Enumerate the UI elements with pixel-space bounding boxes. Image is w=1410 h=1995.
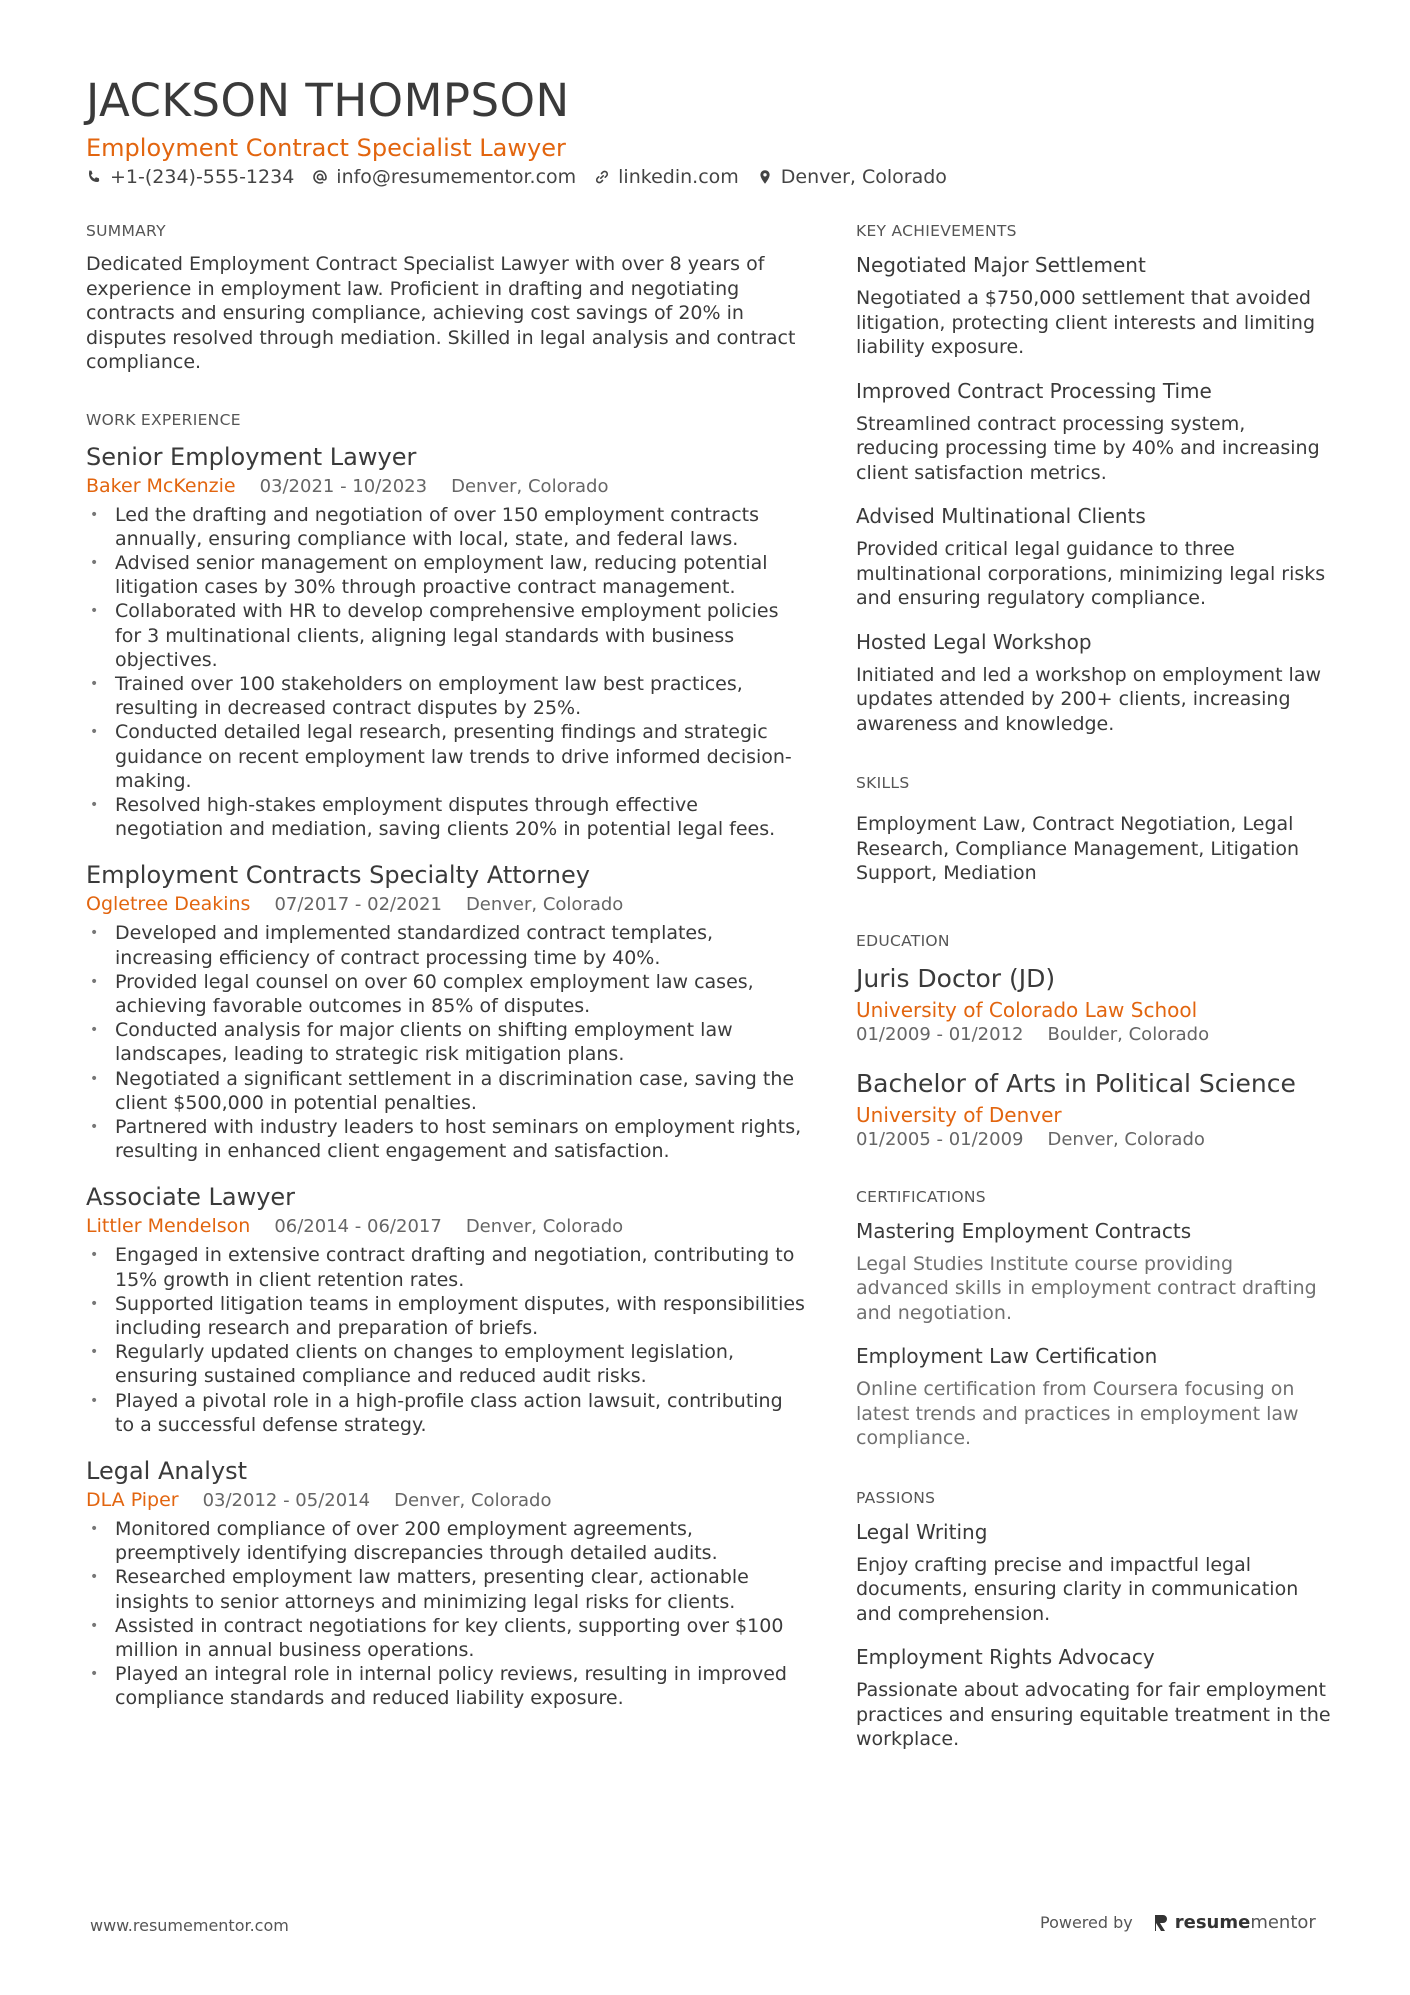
achievements-section <box>856 222 1331 736</box>
list-item: • Negotiated a significant settlement in a discrimination case, saving the client $500,000 in potential penalties. <box>86 1067 806 1115</box>
company-name: Baker McKenzie <box>86 474 236 497</box>
candidate-title: Employment Contract Specialist Lawyer <box>86 134 566 162</box>
list-item: • Provided legal counsel on over 60 complex employment law cases, achieving favorable outcomes in 85% of disputes. <box>86 970 806 1018</box>
job-bullets <box>86 503 806 842</box>
powered-by-text: Powered by <box>1040 1913 1133 1932</box>
certifications-section <box>856 1188 1331 1451</box>
right-column <box>856 222 1331 1790</box>
contact-bar <box>86 166 947 188</box>
job-location: Denver, Colorado <box>465 1216 624 1238</box>
link-icon <box>594 169 610 185</box>
job-entry <box>86 1455 806 1711</box>
job-dates: 07/2017 - 02/2021 <box>274 894 442 916</box>
passion-title: Legal Writing <box>856 1519 988 1544</box>
achievement-title: Improved Contract Processing Time <box>856 378 1212 403</box>
section-heading: EDUCATION <box>856 931 950 950</box>
contact-phone[interactable] <box>86 166 294 188</box>
phone-text: +1-(234)-555-1234 <box>110 166 295 188</box>
achievement-desc: Provided critical legal guidance to three multinational corporations, minimizing legal risks and ensuring regulatory compliance. <box>856 538 1326 609</box>
job-title: Senior Employment Lawyer <box>86 442 417 471</box>
section-heading: WORK EXPERIENCE <box>86 410 241 429</box>
list-item: • Researched employment law matters, presenting clear, actionable insights to senior attorneys and minimizing legal risks for clients. <box>86 1565 806 1613</box>
location-pin-icon <box>757 169 773 185</box>
achievement-item <box>856 378 1331 486</box>
achievement-item <box>856 503 1331 611</box>
achievement-desc: Streamlined contract processing system, reducing processing time by 40% and increasing client satisfaction metrics. <box>856 412 1320 484</box>
contact-location <box>757 166 947 188</box>
experience-section <box>86 411 806 1711</box>
section-heading: SKILLS <box>856 774 910 792</box>
degree: Juris Doctor (JD) <box>856 963 1056 993</box>
degree: Bachelor of Arts in Political Science <box>856 1068 1296 1098</box>
list-item: • Played an integral role in internal policy reviews, resulting in improved compliance standards and reduced liability exposure. <box>86 1662 806 1710</box>
list-item: • Assisted in contract negotiations for key clients, supporting over $100 million in annual business operations. <box>86 1614 806 1662</box>
education-dates: 01/2005 - 01/2009 <box>856 1128 1024 1150</box>
passions-section <box>856 1489 1331 1752</box>
job-dates: 06/2014 - 06/2017 <box>274 1216 442 1238</box>
school: University of Denver <box>856 1102 1062 1127</box>
education-dates: 01/2009 - 01/2012 <box>856 1023 1024 1045</box>
job-meta <box>86 475 806 497</box>
achievement-item <box>856 629 1331 737</box>
job-entry <box>86 441 806 842</box>
education-item <box>856 962 1331 1045</box>
list-item: • Led the drafting and negotiation of over 150 employment contracts annually, ensuring compliance with local, state, and federal laws. <box>86 503 806 551</box>
job-bullets <box>86 921 806 1163</box>
job-bullets <box>86 1243 806 1437</box>
job-meta <box>86 1489 806 1511</box>
list-item: • Supported litigation teams in employment disputes, with responsibilities including research and preparation of briefs. <box>86 1292 806 1340</box>
passion-desc: Passionate about advocating for fair employment practices and ensuring equitable treatment in the workplace. <box>856 1679 1331 1750</box>
certification-title: Employment Law Certification <box>856 1344 1158 1368</box>
certification-item <box>856 1218 1331 1326</box>
skills-section <box>856 774 1331 886</box>
certification-desc: Online certification from Coursera focusing on latest trends and practices in employment law compliance. <box>856 1378 1299 1449</box>
achievement-title: Hosted Legal Workshop <box>856 629 1092 654</box>
list-item: • Conducted analysis for major clients on shifting employment law landscapes, leading to strategic risk mitigation plans. <box>86 1018 806 1066</box>
skills-text: Employment Law, Contract Negotiation, Legal Research, Compliance Management, Litigation Support, Mediation <box>856 813 1300 884</box>
passion-title: Employment Rights Advocacy <box>856 1645 1155 1669</box>
passion-item <box>856 1519 1331 1627</box>
list-item: • Trained over 100 stakeholders on employment law best practices, resulting in decreased contract disputes by 25%. <box>86 672 806 720</box>
job-dates: 03/2012 - 05/2014 <box>202 1490 371 1511</box>
achievement-item <box>856 252 1331 360</box>
section-heading: CERTIFICATIONS <box>856 1187 986 1206</box>
education-meta <box>856 1024 1331 1045</box>
candidate-name: JACKSON THOMPSON <box>86 74 570 127</box>
education-location: Denver, Colorado <box>1047 1128 1205 1150</box>
job-title: Associate Lawyer <box>86 1183 296 1212</box>
certification-desc: Legal Studies Institute course providing advanced skills in employment contract drafting and negotiation. <box>856 1252 1317 1324</box>
job-bullets <box>86 1517 806 1711</box>
list-item: • Developed and implemented standardized contract templates, increasing efficiency of contract processing time by 40%. <box>86 921 806 969</box>
list-item: • Played a pivotal role in a high-profile class action lawsuit, contributing to a successful defense strategy. <box>86 1389 806 1437</box>
brand-logo-icon <box>1153 1914 1169 1932</box>
school: University of Colorado Law School <box>856 997 1198 1022</box>
achievement-desc: Initiated and led a workshop on employment law updates attended by 200+ clients, increasing awareness and knowledge. <box>856 663 1322 735</box>
list-item: • Conducted detailed legal research, presenting findings and strategic guidance on recent employment law trends to drive informed decision-making. <box>86 720 806 793</box>
summary-section <box>86 222 806 375</box>
education-meta <box>856 1129 1331 1150</box>
email-text: info@resumementor.com <box>336 166 577 188</box>
location-text: Denver, Colorado <box>780 166 947 188</box>
passion-item <box>856 1644 1331 1752</box>
list-item: • Partnered with industry leaders to host seminars on employment rights, resulting in enhanced client engagement and satisfaction. <box>86 1115 806 1163</box>
job-title: Employment Contracts Specialty Attorney <box>86 861 590 890</box>
brand-logo[interactable] <box>1153 1912 1316 1933</box>
job-title: Legal Analyst <box>86 1457 248 1485</box>
list-item: • Collaborated with HR to develop comprehensive employment policies for 3 multinational clients, aligning legal standards with business objectives. <box>86 599 806 672</box>
list-item: • Monitored compliance of over 200 employment agreements, preemptively identifying discrepancies through detailed audits. <box>86 1517 806 1565</box>
job-entry <box>86 859 806 1163</box>
education-item <box>856 1067 1331 1150</box>
section-heading: PASSIONS <box>856 1488 936 1507</box>
footer-branding <box>1040 1912 1316 1933</box>
job-location: Denver, Colorado <box>465 894 624 916</box>
job-location: Denver, Colorado <box>394 1490 552 1511</box>
achievement-title: Negotiated Major Settlement <box>856 253 1146 277</box>
footer-website-link[interactable]: www.resumementor.com <box>90 1916 289 1935</box>
education-section <box>856 932 1331 1150</box>
company-name: Ogletree Deakins <box>86 893 251 916</box>
phone-icon <box>86 169 102 185</box>
company-name: Littler Mendelson <box>86 1215 251 1238</box>
job-meta <box>86 893 806 915</box>
job-meta <box>86 1215 806 1237</box>
company-name: DLA Piper <box>86 1489 179 1511</box>
certification-item <box>856 1343 1331 1451</box>
website-text: linkedin.com <box>618 166 739 188</box>
certification-title: Mastering Employment Contracts <box>856 1218 1192 1243</box>
achievement-desc: Negotiated a $750,000 settlement that avoided litigation, protecting client interests and limiting liability exposure. <box>856 287 1316 358</box>
section-heading: SUMMARY <box>86 222 166 240</box>
brand-name-bold: resume <box>1174 1912 1251 1933</box>
passion-desc: Enjoy crafting precise and impactful legal documents, ensuring clarity in communication and comprehension. <box>856 1553 1299 1625</box>
job-location: Denver, Colorado <box>451 475 609 497</box>
list-item: • Advised senior management on employment law, reducing potential litigation cases by 30% through proactive contract management. <box>86 551 806 599</box>
list-item: • Engaged in extensive contract drafting and negotiation, contributing to 15% growth in client retention rates. <box>86 1243 806 1291</box>
contact-website[interactable] <box>594 166 739 188</box>
list-item: • Regularly updated clients on changes to employment legislation, ensuring sustained compliance and reduced audit risks. <box>86 1340 806 1388</box>
list-item: • Resolved high-stakes employment disputes through effective negotiation and mediation, saving clients 20% in potential legal fees. <box>86 793 806 841</box>
contact-email[interactable] <box>312 166 576 188</box>
achievement-title: Advised Multinational Clients <box>856 504 1146 528</box>
brand-name-light: mentor <box>1250 1912 1316 1933</box>
job-entry <box>86 1181 806 1437</box>
summary-text: Dedicated Employment Contract Specialist Lawyer with over 8 years of experience in employment law. Proficient in drafting and negotiating contracts and ensuring compliance, achieving cost savings of 20% in disputes resolved through mediation. Skilled in legal analysis and contract compliance. <box>86 253 796 373</box>
section-heading: KEY ACHIEVEMENTS <box>856 222 1017 240</box>
at-icon <box>312 169 328 185</box>
education-location: Boulder, Colorado <box>1047 1023 1210 1045</box>
left-column <box>86 222 806 1749</box>
job-dates: 03/2021 - 10/2023 <box>259 475 428 497</box>
